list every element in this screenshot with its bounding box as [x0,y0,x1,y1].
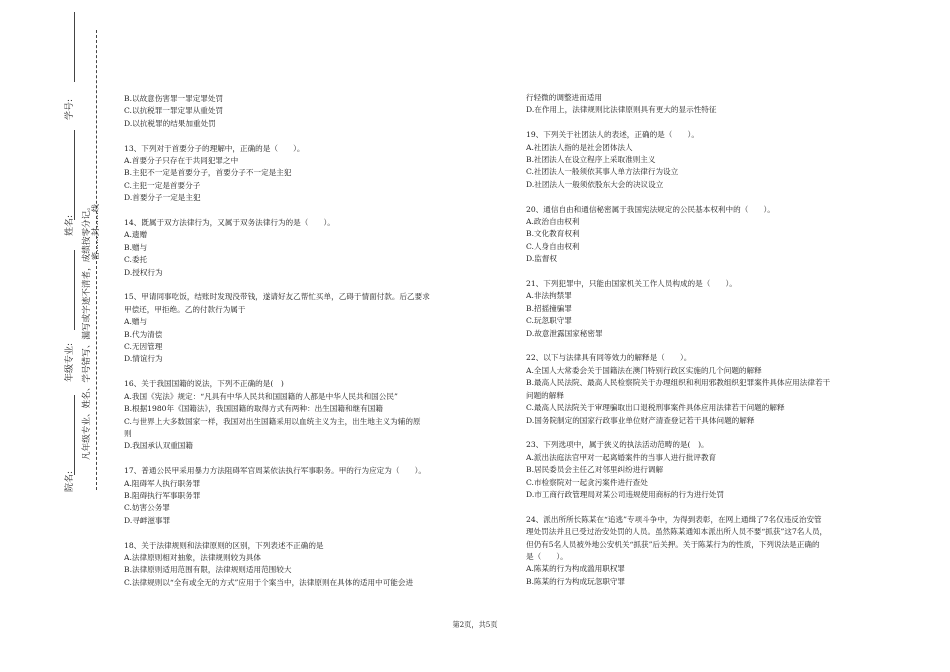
text-line: A.首要分子只存在于共同犯罪之中 [124,156,239,166]
text-line: D.国务院制定的国家行政事业单位财产清查登记若干具体问题的解释 [526,415,755,425]
text-line: C.妨害公务罪 [124,503,170,513]
department-field [74,395,75,475]
text-line: D.社团法人一般须依股东大会的决议设立 [526,179,664,189]
text-line: C.玩忽职守罪 [526,316,572,326]
text-line: A.阻碍军人执行职务罪 [124,478,201,488]
warning-text: 凡年级专业、姓名、学号错写、漏写或字迹不清者，成绩按零分记。 [82,202,92,460]
spacer [124,527,489,539]
text-line: C.与世界上大多数国家一样，我国对出生国籍采用以血统主义为主，出生地主义为辅的原 [124,416,421,426]
text-line: C.以抗税罪一罪定罪从重处罚 [124,106,224,116]
text-line: B.主犯不一定是首要分子，首要分子不一定是主犯 [124,168,292,178]
name-label: 姓名: [65,214,75,236]
text-line: A.全国人大常委会关于国籍法在澳门特别行政区实施的几个问题的解释 [526,365,762,375]
text-line: A.社团法人指的是社会团体法人 [526,142,633,152]
text-line: D.故意泄露国家秘密罪 [526,328,603,338]
spacer [124,130,489,142]
text-line: B.最高人民法院、最高人民检察院关于办理组织和利用邪教组织犯罪案件具体应用法律若干 [526,378,831,388]
spacer [124,453,489,465]
seal-mark: 密……封……线 [91,204,100,260]
text-line: A.法律原则相对抽象，法律规则较为具体 [124,552,261,562]
spacer [526,117,891,129]
text-line: 是（ ）。 [526,551,568,561]
text-line: B.居民委员会主任乙对邻里纠纷进行调解 [526,465,664,475]
text-line: C.人身自由权利 [526,241,580,251]
text-line: A.派出法庭法官甲对一起离婚案件的当事人进行批评教育 [526,452,717,462]
spacer [124,205,489,217]
question-15: 15、甲请同事吃饭，结账时发现没带钱，遂请好友乙帮忙买单，乙碍于情面付款。后乙要求 [124,292,430,302]
text-line: D.授权行为 [124,267,163,277]
text-line: B.阻碍执行军事职务罪 [124,490,201,500]
text-line: C.法律规则以“全有或全无的方式”应用于个案当中，法律原则在具体的适用中可能会进 [124,577,414,587]
text-line: 甲偿还，甲拒绝。乙的付款行为属于 [124,304,246,314]
text-line: B.陈某的行为构成玩忽职守罪 [526,576,626,586]
text-line: C.委托 [124,255,148,265]
spacer [124,279,489,291]
text-line: D.市工商行政管理局对某公司违规使用商标的行为进行处罚 [526,489,725,499]
question-16: 16、关于我国国籍的说法，下列不正确的是( ) [124,379,284,389]
department-label: 院名: [65,470,75,492]
text-line: A.陈某的行为构成滥用职权罪 [526,564,626,574]
question-22: 22、以下与法律具有同等效力的解释是（ ）。 [526,353,692,363]
question-23: 23、下列选项中，属于狭义的执法活动范畴的是( )。 [526,440,709,450]
text-line: B.根据1980年《国籍法》，我国国籍的取得方式有两种：出生国籍和继有国籍 [124,404,383,414]
text-line: A.赠与 [124,317,148,327]
question-21: 21、下列犯罪中，只能由国家机关工作人员构成的是（ ）。 [526,279,737,289]
text-line: C.市检察院对一起贪污案件进行查处 [526,477,648,487]
text-line: 问题的解释 [526,390,564,400]
text-line: 则 [124,428,132,438]
student-id-field [74,12,75,82]
left-column [124,93,489,589]
text-line: C.最高人民法院关于审理骗取出口退税刑事案件具体应用法律若干问题的解释 [526,403,785,413]
question-17: 17、普通公民甲采用暴力方法阻碍军官周某依法执行军事职务。甲的行为应定为（ ）。 [124,466,427,476]
text-line: A.我国《宪法》规定：“凡具有中华人民共和国国籍的人都是中华人民共和国公民” [124,391,398,401]
text-line: C.主犯一定是首要分子 [124,180,201,190]
text-line: C.社团法人一般须依其事人单方法律行为设立 [526,167,679,177]
text-line: D.情谊行为 [124,354,163,364]
text-line: B.代为清偿 [124,329,163,339]
spacer [526,340,891,352]
text-line: D.我国承认双重国籍 [124,441,193,451]
question-24: 24、派出所所长陈某在“追逃”专项斗争中，为得到表彰，在网上通缉了7名仅违反治安管 [526,514,822,524]
question-14: 14、既属于双方法律行为，又属于双务法律行为的是（ ）。 [124,218,335,228]
spacer [124,366,489,378]
text-line: D.首要分子一定是主犯 [124,193,201,203]
right-column [526,92,891,588]
spacer [526,266,891,278]
text-line: B.法律原则适用范围有限，法律规则适用范围较大 [124,565,292,575]
text-line: D.寻衅滋事罪 [124,515,171,525]
text-line: D.在作用上，法律规则比法律原则具有更大的显示性特征 [526,105,717,115]
text-line: A.政治自由权利 [526,217,580,227]
question-20: 20、通信自由和通信秘密属于我国宪法规定的公民基本权利中的（ ）。 [526,204,775,214]
seal-line [96,30,97,490]
binding-margin [0,0,112,672]
text-line: 行轻微的调整进而适用 [526,93,602,102]
name-field [74,130,75,220]
spacer [526,427,891,439]
text-line: C.无因管理 [124,342,163,352]
major-label: 年级专业: [65,342,75,382]
spacer [526,191,891,203]
question-19: 19、下列关于社团法人的表述，正确的是（ ）。 [526,130,699,140]
text-line: D.监督权 [526,254,558,264]
text-line: B.以故意伤害罪一罪定罪处罚 [124,94,224,103]
spacer [526,501,891,513]
text-line: 但仍有5名人员被外地公安机关“抓获”后关押。关于陈某行为的性质，下列说法是正确的 [526,539,820,549]
major-field [74,250,75,330]
text-line: A.非法拘禁罪 [526,291,572,301]
text-line: B.赠与 [124,242,148,252]
text-line: B.社团法人在设立程序上采取准则主义 [526,155,656,165]
text-line: B.文化教育权利 [526,229,580,239]
student-id-label: 学号: [65,98,75,120]
text-line: B.招摇撞骗罪 [526,303,572,313]
question-13: 13、下列对于首要分子的理解中，正确的是（ ）。 [124,143,305,153]
page-number: 第2页，共5页 [452,620,498,629]
question-18: 18、关于法律规则和法律原则的区别，下列表述不正确的是 [124,540,324,550]
text-line: A.遗赠 [124,230,148,240]
text-line: 理处罚法并且已受过治安处罚的人员。虽然陈某通知本派出所人员不要“抓获”这7名人员， [526,527,828,537]
text-line: D.以抗税罪的结果加重处罚 [124,118,216,128]
